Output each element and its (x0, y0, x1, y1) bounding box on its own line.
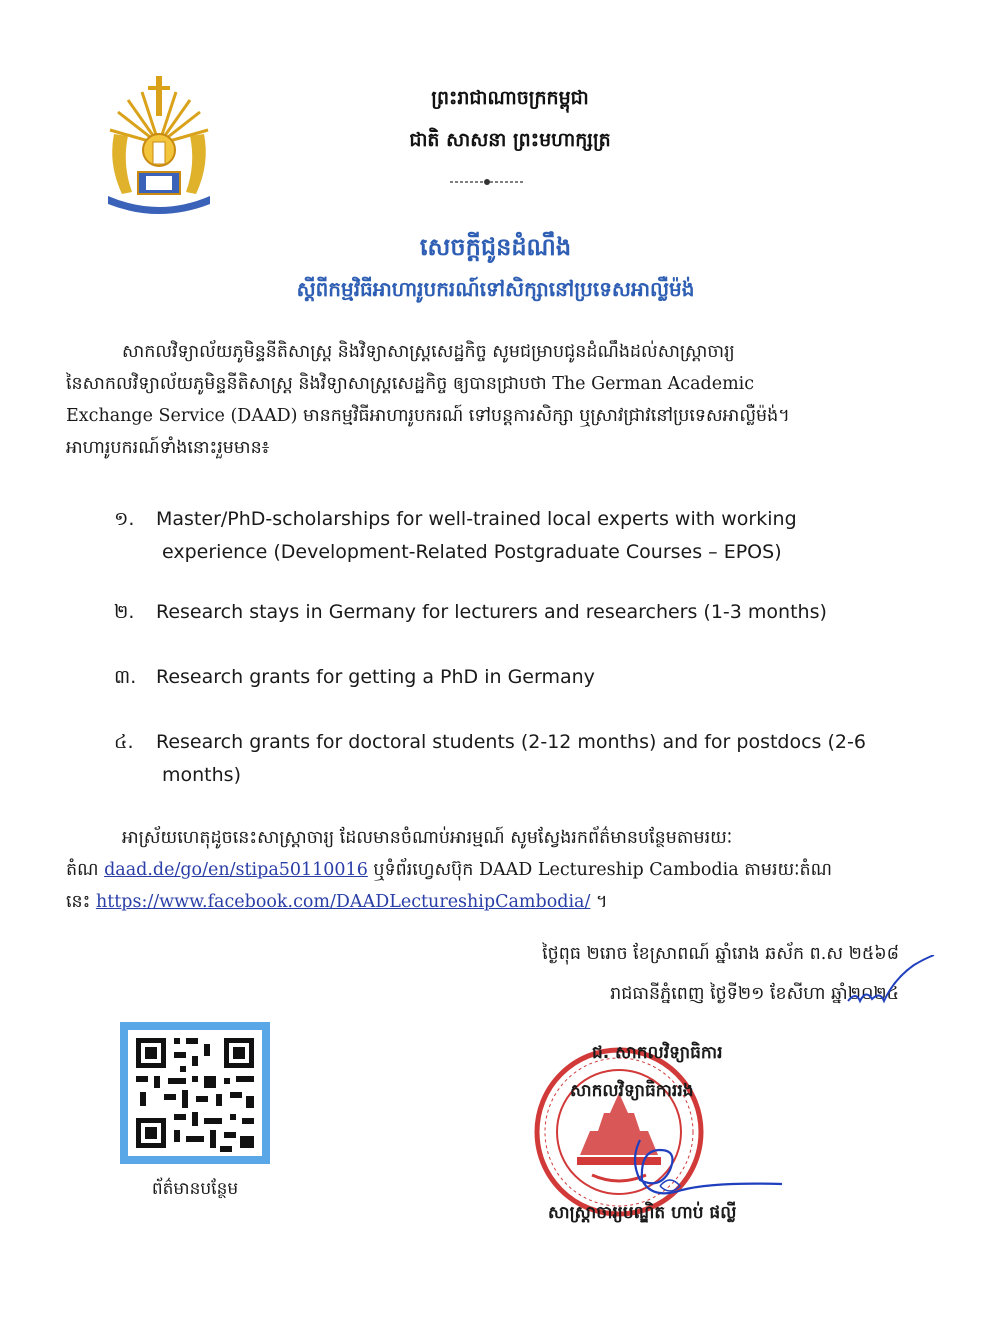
signer-title: ជ. សាកលវិទ្យាធិការ (592, 1043, 723, 1063)
item-text: Research stays in Germany for lecturers and researchers (1-3 months) (156, 601, 827, 623)
list-item (114, 596, 908, 629)
list-item (114, 726, 908, 792)
facebook-link[interactable]: https://www.facebook.com/DAADLectureshipCambodia/ (95, 892, 591, 912)
notice-subtitle: ស្តីពីកម្មវិធីអាហារូបករណ៍ទៅសិក្សានៅប្រទេសអាល្លឺម៉ង់ (296, 277, 695, 301)
item-number: ៣. (114, 666, 137, 688)
item-text: Research grants for doctoral students (2-12 months) and for postdocs (2-6 (156, 731, 866, 753)
kingdom-heading: ព្រះរាជាណាចក្រកម្ពុជា (431, 87, 589, 109)
closing-line (66, 886, 908, 918)
link-prefix: តំណ (66, 860, 99, 880)
link-suffix: ។ (595, 892, 608, 912)
intro-line: អាហារូបករណ៍ទាំងនោះរួមមាន៖ (66, 438, 270, 458)
item-number: ១. (114, 508, 135, 530)
royal-emblem (98, 72, 220, 217)
item-text: Master/PhD-scholarships for well-trained local experts with working (156, 508, 797, 530)
intro-paragraph (66, 336, 908, 464)
closing-line: អាស្រ័យហេតុដូចនេះសាស្ត្រាចារ្យ ដែលមានចំណាប់អារម្មណ៍ សូមស្វែងរកព័ត៌មានបន្ថែមតាមរយៈ (122, 828, 733, 848)
list-item (114, 661, 908, 694)
handwritten-signature (600, 1130, 790, 1210)
closing-paragraph (66, 822, 908, 918)
ornament-divider (448, 176, 526, 188)
item-number: ២. (114, 601, 135, 623)
list-item (114, 503, 908, 569)
daad-link[interactable]: daad.de/go/en/stipa50110016 (104, 860, 368, 880)
national-motto: ជាតិ សាសនា ព្រះមហាក្សត្រ (409, 129, 611, 151)
item-text: Research grants for getting a PhD in Germany (156, 666, 595, 688)
item-text: experience (Development-Related Postgraduate Courses – EPOS) (162, 541, 782, 563)
notice-title: សេចក្តីជូនដំណឹង (419, 233, 572, 261)
intro-line: នៃសាកលវិទ្យាល័យភូមិន្ទនីតិសាស្ត្រ និងវិទ្យាសាស្ត្រសេដ្ឋកិច្ច ឲ្យបានជ្រាបថា The German Academic (66, 374, 755, 394)
item-number: ៤. (114, 731, 134, 753)
initials-signature (846, 955, 938, 1015)
item-text: months) (162, 764, 241, 786)
qr-caption: ព័ត៌មានបន្ថែម (151, 1179, 239, 1199)
link-suffix: ឬទំព័រហ្វេសប៊ុក DAAD Lectureship Cambodia តាមរយៈតំណ (373, 860, 833, 880)
solar-date: រាជធានីភ្នំពេញ ថ្ងៃទី២១ ខែសីហា ឆ្នាំ២០២៤ (610, 984, 899, 1004)
signer-name: សាស្ត្រាចារ្យបណ្ឌិត ហាប់ ផល្លី (548, 1203, 737, 1223)
closing-line (66, 854, 908, 886)
link-prefix: នេះ (66, 892, 91, 912)
intro-line: Exchange Service (DAAD) មានកម្មវិធីអាហារូបករណ៍ ទៅបន្តការសិក្សា ឬស្រាវជ្រាវនៅប្រទេសអាល្លឺម៉ង់។ (66, 406, 790, 426)
intro-line: សាកលវិទ្យាល័យភូមិន្ទនីតិសាស្ត្រ និងវិទ្យាសាស្ត្រសេដ្ឋកិច្ច សូមជម្រាបជូនដំណឹងដល់សាស្ត្រាចារ្យ (122, 342, 735, 362)
qr-code[interactable] (120, 1022, 270, 1164)
lunar-date: ថ្ងៃពុធ ២រោច ខែស្រាពណ៍ ឆ្នាំរោង ឆស័ក ព.ស ២៥៦៨ (542, 944, 899, 964)
signer-subtitle: សាកលវិទ្យាធិការរង (570, 1081, 694, 1101)
